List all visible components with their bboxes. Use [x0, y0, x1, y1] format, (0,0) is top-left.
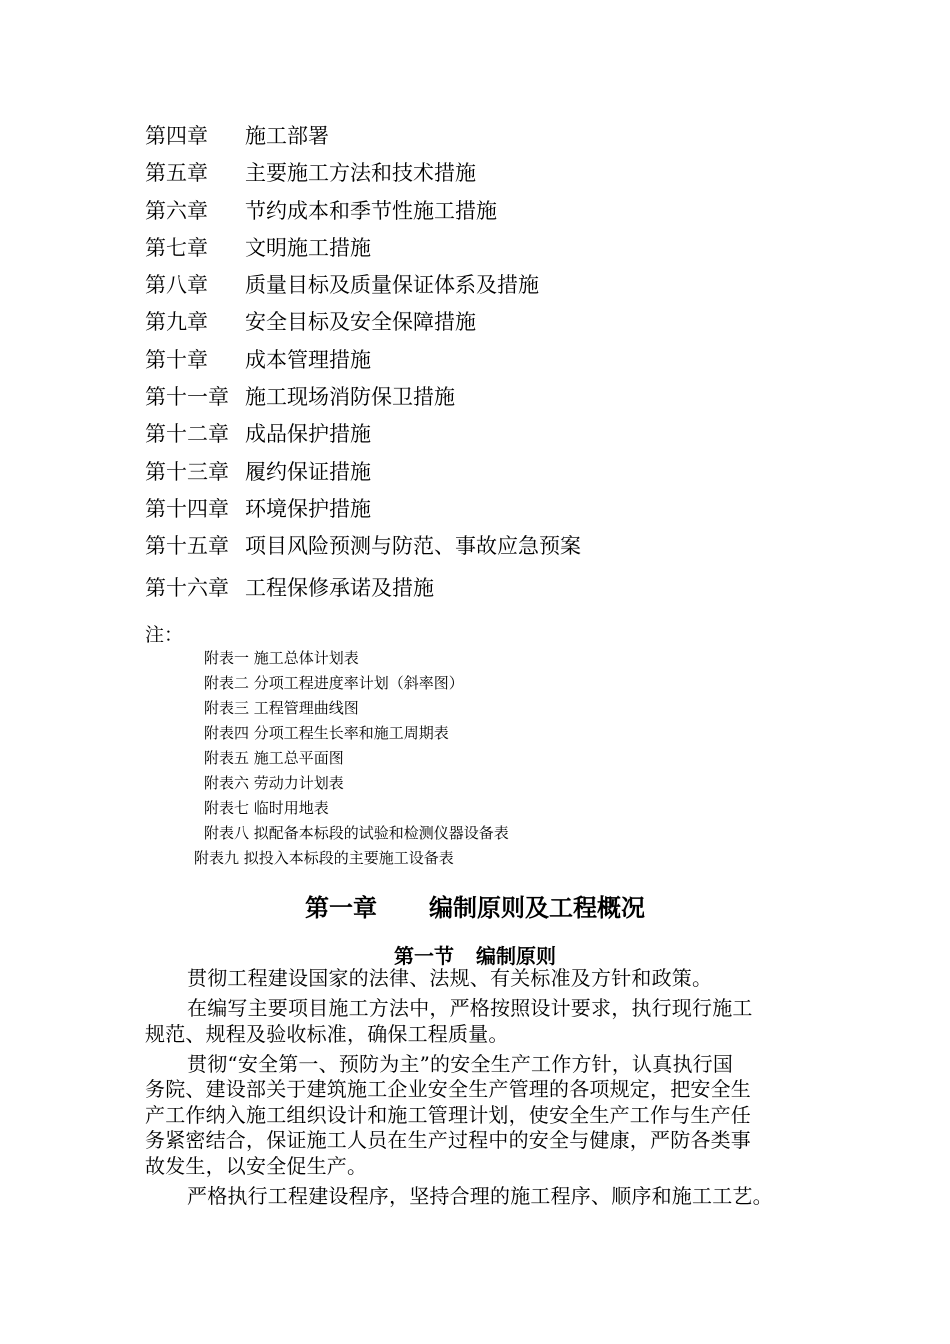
toc-entry	[145, 379, 845, 416]
toc-chapter-title: 质量目标及质量保证体系及措施	[245, 273, 539, 298]
toc-chapter-title: 安全目标及安全保障措施	[245, 310, 476, 335]
toc-entry	[145, 416, 845, 453]
toc-entry	[145, 342, 845, 379]
toc-chapter-number: 第八章	[145, 273, 208, 298]
paragraph	[145, 966, 825, 992]
toc-chapter-title: 成本管理措施	[245, 347, 371, 372]
toc-chapter-number: 第六章	[145, 198, 208, 223]
section-heading-title: 编制原则	[476, 944, 556, 968]
toc-chapter-number: 第七章	[145, 235, 208, 260]
toc-chapter-number: 第十六章	[145, 575, 229, 600]
toc-entry	[145, 454, 845, 491]
chapter-heading	[0, 888, 950, 923]
section-heading	[0, 940, 950, 969]
table-of-contents	[145, 118, 845, 607]
text-line: 规范、规程及验收标准，确保工程质量。	[145, 1021, 509, 1046]
appendix-item: 附表五 施工总平面图	[204, 749, 344, 767]
text-line: 严格执行工程建设程序，坚持合理的施工程序、顺序和施工工艺。	[187, 1183, 773, 1208]
toc-chapter-number: 第十章	[145, 347, 208, 372]
toc-chapter-title: 履约保证措施	[245, 459, 371, 484]
toc-entry	[145, 118, 845, 155]
section-heading-number: 第一节	[394, 944, 454, 968]
text-line: 务紧密结合，保证施工人员在生产过程中的安全与健康，严防各类事	[145, 1128, 751, 1152]
toc-chapter-title: 施工现场消防保卫措施	[245, 385, 455, 410]
toc-entry	[145, 193, 845, 230]
chapter-heading-number: 第一章	[305, 893, 377, 922]
appendix-item: 附表七 临时用地表	[204, 799, 329, 817]
toc-chapter-number: 第五章	[145, 161, 208, 186]
text-line: 务院、建设部关于建筑施工企业安全生产管理的各项规定，把安全生	[145, 1077, 751, 1101]
toc-chapter-title: 文明施工措施	[245, 235, 371, 260]
toc-chapter-title: 项目风险预测与防范、事故应急预案	[245, 534, 581, 559]
toc-entry	[145, 230, 845, 267]
toc-entry	[145, 304, 845, 341]
body-text	[145, 966, 825, 1214]
toc-chapter-number: 第十一章	[145, 385, 229, 410]
toc-chapter-title: 工程保修承诺及措施	[245, 575, 434, 600]
text-line: 贯彻工程建设国家的法律、法规、有关标准及方针和政策。	[187, 966, 713, 990]
toc-chapter-title: 施工部署	[245, 124, 329, 148]
appendix-item: 附表三 工程管理曲线图	[204, 699, 359, 717]
text-line: 故发生，以安全促生产。	[145, 1153, 368, 1178]
toc-chapter-title: 节约成本和季节性施工措施	[245, 198, 497, 223]
appendix-item: 附表四 分项工程生长率和施工周期表	[204, 724, 449, 742]
toc-chapter-number: 第十五章	[145, 534, 229, 559]
toc-chapter-title: 环境保护措施	[245, 496, 371, 521]
appendix-item: 附表八 拟配备本标段的试验和检测仪器设备表	[204, 824, 509, 842]
toc-entry	[145, 528, 845, 565]
appendix-item: 附表一 施工总体计划表	[204, 649, 359, 667]
text-line: 在编写主要项目施工方法中，严格按照设计要求，执行现行施工	[187, 996, 753, 1020]
chapter-heading-title: 编制原则及工程概况	[429, 893, 645, 922]
toc-entry	[145, 491, 845, 528]
appendix-item: 附表六 劳动力计划表	[204, 774, 344, 792]
toc-chapter-number: 第九章	[145, 310, 208, 335]
toc-entry	[145, 155, 845, 192]
paragraph	[145, 996, 825, 1047]
note-label: 注：	[145, 624, 184, 646]
appendix-list	[194, 646, 804, 871]
text-line: 产工作纳入施工组织设计和施工管理计划，使安全生产工作与生产任	[145, 1102, 751, 1127]
toc-entry	[145, 570, 845, 607]
toc-chapter-number: 第十二章	[145, 422, 229, 447]
toc-chapter-number: 第十三章	[145, 459, 229, 484]
paragraph	[145, 1184, 825, 1210]
toc-chapter-title: 成品保护措施	[245, 422, 371, 447]
toc-chapter-title: 主要施工方法和技术措施	[245, 161, 476, 186]
text-line: 贯彻“安全第一、预防为主”的安全生产工作方针，认真执行国	[187, 1051, 734, 1076]
paragraph	[145, 1052, 825, 1180]
toc-entry	[145, 267, 845, 304]
toc-chapter-number: 第十四章	[145, 496, 229, 521]
toc-chapter-number: 第四章	[145, 124, 208, 148]
appendix-item: 附表九 拟投入本标段的主要施工设备表	[194, 849, 454, 867]
appendix-item: 附表二 分项工程进度率计划（斜率图）	[204, 674, 464, 692]
